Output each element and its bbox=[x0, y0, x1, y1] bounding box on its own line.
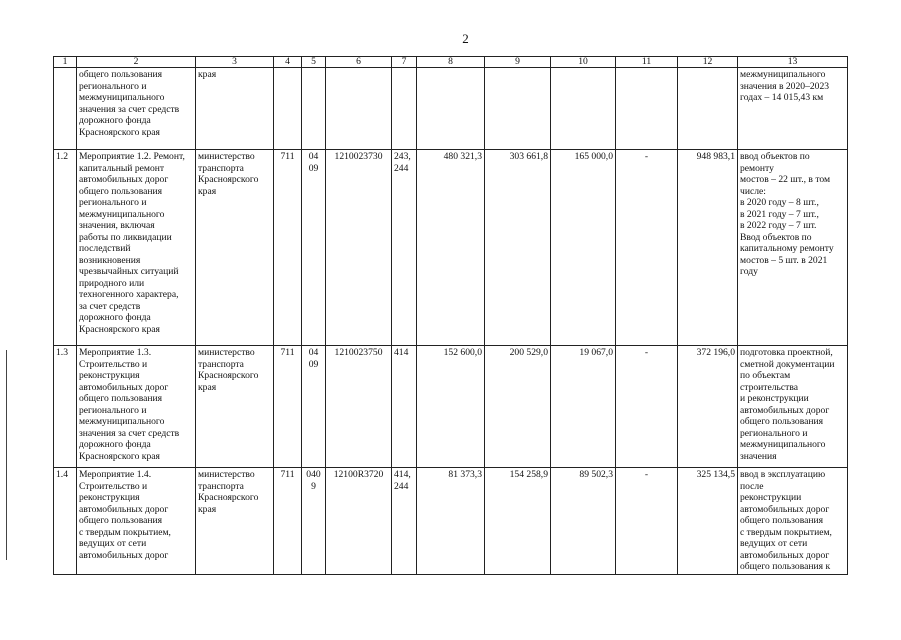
amount-2023: - bbox=[616, 150, 678, 346]
expected-result: подготовка проектной, сметной документации по объектам строительства и реконструкции автомобильных дорог общего пользования регионального и межмуниципального значения bbox=[738, 346, 848, 468]
csr-code: 1210023750 bbox=[326, 346, 392, 468]
grbs-code: 711 bbox=[274, 150, 302, 346]
grbs-code bbox=[274, 68, 302, 150]
header-row bbox=[54, 57, 848, 68]
rzpr-code bbox=[302, 68, 326, 150]
header-cell: 6 bbox=[326, 57, 392, 68]
header-cell: 9 bbox=[485, 57, 551, 68]
csr-code: 12100R3720 bbox=[326, 468, 392, 575]
row-number: 1.3 bbox=[54, 346, 77, 468]
csr-code: 1210023730 bbox=[326, 150, 392, 346]
vr-code: 414 bbox=[392, 346, 417, 468]
header-cell: 11 bbox=[616, 57, 678, 68]
activity-name: общего пользования регионального и межмуниципального значения за счет средств дорожного фонда Красноярского края bbox=[77, 68, 196, 150]
csr-code bbox=[326, 68, 392, 150]
amount-2020: 152 600,0 bbox=[417, 346, 485, 468]
amount-2020 bbox=[417, 68, 485, 150]
row-number: 1.4 bbox=[54, 468, 77, 575]
amount-2023 bbox=[616, 68, 678, 150]
header-cell: 4 bbox=[274, 57, 302, 68]
row-number: 1.2 bbox=[54, 150, 77, 346]
executor: министерство транспорта Красноярского края bbox=[196, 468, 274, 575]
header-cell: 5 bbox=[302, 57, 326, 68]
grbs-code: 711 bbox=[274, 468, 302, 575]
header-cell: 10 bbox=[551, 57, 616, 68]
amount-2022: 89 502,3 bbox=[551, 468, 616, 575]
table-row bbox=[54, 150, 848, 346]
rzpr-code: 04 09 bbox=[302, 150, 326, 346]
vr-code: 243, 244 bbox=[392, 150, 417, 346]
vr-code bbox=[392, 68, 417, 150]
expected-result: межмуниципального значения в 2020–2023 годах – 14 015,43 км bbox=[738, 68, 848, 150]
amount-2021: 154 258,9 bbox=[485, 468, 551, 575]
scan-margin-line bbox=[6, 350, 7, 560]
amount-2020: 81 373,3 bbox=[417, 468, 485, 575]
rzpr-code: 04 09 bbox=[302, 346, 326, 468]
executor: министерство транспорта Красноярского края bbox=[196, 150, 274, 346]
header-cell: 2 bbox=[77, 57, 196, 68]
amount-2020: 480 321,3 bbox=[417, 150, 485, 346]
expected-result: ввод объектов по ремонту мостов – 22 шт., в том числе: в 2020 году – 8 шт., в 2021 году – 7 шт., в 2022 году – 7 шт. Ввод объектов по капитальному ремонту мостов – 5 шт. в 2021 году bbox=[738, 150, 848, 346]
table-row bbox=[54, 68, 848, 150]
amount-total bbox=[678, 68, 738, 150]
amount-2022 bbox=[551, 68, 616, 150]
amount-2022: 19 067,0 bbox=[551, 346, 616, 468]
amount-total: 948 983,1 bbox=[678, 150, 738, 346]
header-cell: 12 bbox=[678, 57, 738, 68]
amount-2023: - bbox=[616, 346, 678, 468]
program-activities-table bbox=[53, 56, 848, 575]
page-number: 2 bbox=[462, 31, 469, 46]
expected-result: ввод в эксплуатацию после реконструкции автомобильных дорог общего пользования с твердым покрытием, ведущих от сети автомобильных дорог общего пользования к bbox=[738, 468, 848, 575]
activity-name: Мероприятие 1.3. Строительство и реконструкция автомобильных дорог общего пользования регионального и межмуниципального значения за счет средств дорожного фонда Красноярского края bbox=[77, 346, 196, 468]
table-row bbox=[54, 468, 848, 575]
header-cell: 1 bbox=[54, 57, 77, 68]
vr-code: 414, 244 bbox=[392, 468, 417, 575]
amount-2021: 303 661,8 bbox=[485, 150, 551, 346]
amount-2022: 165 000,0 bbox=[551, 150, 616, 346]
header-cell: 8 bbox=[417, 57, 485, 68]
amount-2021: 200 529,0 bbox=[485, 346, 551, 468]
header-cell: 7 bbox=[392, 57, 417, 68]
row-number bbox=[54, 68, 77, 150]
header-cell: 13 bbox=[738, 57, 848, 68]
amount-2023: - bbox=[616, 468, 678, 575]
activity-name: Мероприятие 1.2. Ремонт, капитальный ремонт автомобильных дорог общего пользования регионального и межмуниципального значения, включая работы по ликвидации последствий возникновения чрезвычайных ситуаций природного или техногенного характера, за счет средств дорожного фонда Красноярского края bbox=[77, 150, 196, 346]
rzpr-code: 0409 bbox=[302, 468, 326, 575]
amount-total: 325 134,5 bbox=[678, 468, 738, 575]
activity-name: Мероприятие 1.4. Строительство и реконструкция автомобильных дорог общего пользования с твердым покрытием, ведущих от сети автомобильных дорог bbox=[77, 468, 196, 575]
header-cell: 3 bbox=[196, 57, 274, 68]
table-row bbox=[54, 346, 848, 468]
amount-2021 bbox=[485, 68, 551, 150]
grbs-code: 711 bbox=[274, 346, 302, 468]
amount-total: 372 196,0 bbox=[678, 346, 738, 468]
executor: министерство транспорта Красноярского края bbox=[196, 346, 274, 468]
executor: края bbox=[196, 68, 274, 150]
